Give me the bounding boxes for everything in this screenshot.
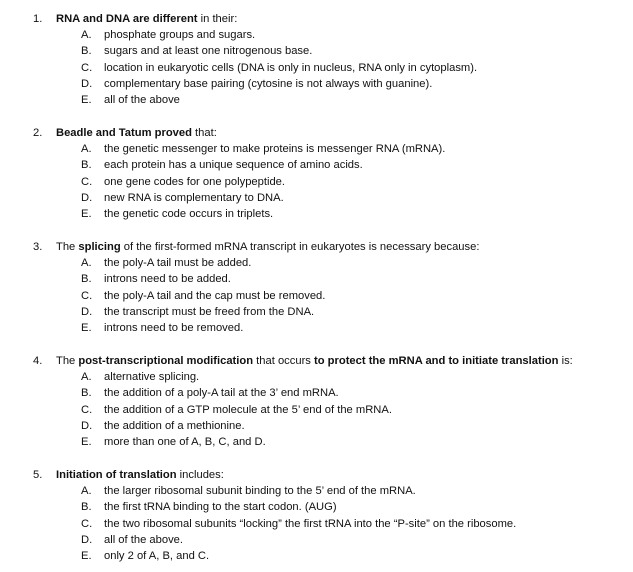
stem-text: includes: (176, 469, 224, 481)
option-text: the genetic messenger to make proteins is messenger RNA (mRNA). (104, 143, 446, 156)
option-b (0, 499, 633, 515)
question-number: 2. (33, 127, 43, 139)
option-text: complementary base pairing (cytosine is not always with guanine). (104, 77, 433, 90)
option-text: all of the above (104, 93, 180, 106)
question-stem (0, 353, 633, 369)
option-c (0, 402, 633, 418)
option-e (0, 434, 633, 450)
option-letter: E. (81, 549, 92, 562)
option-d (0, 532, 633, 548)
option-text: each protein has a unique sequence of amino acids. (104, 159, 363, 172)
option-letter: B. (81, 273, 92, 286)
option-text: the two ribosomal subunits “locking” the first tRNA into the “P-site” on the ribosome. (104, 517, 517, 530)
stem-bold-phrase: RNA and DNA are different (56, 13, 198, 25)
option-text: all of the above. (104, 533, 183, 546)
option-letter: C. (81, 517, 93, 530)
option-text: location in eukaryotic cells (DNA is only in nucleus, RNA only in cytoplasm). (104, 61, 478, 74)
question-stem (0, 125, 633, 141)
option-text: phosphate groups and sugars. (104, 29, 256, 42)
stem-bold-phrase: post-transcriptional modification (78, 355, 254, 367)
stem-text: that: (191, 127, 217, 139)
option-d (0, 76, 633, 92)
option-text: introns need to be added. (104, 273, 231, 286)
option-b (0, 157, 633, 173)
options-list (0, 483, 633, 564)
stem-text: The (56, 355, 79, 367)
option-letter: C. (81, 289, 93, 302)
option-text: introns need to be removed. (104, 321, 244, 334)
option-letter: A. (81, 257, 92, 270)
stem-bold-phrase: Initiation of translation (56, 469, 177, 481)
option-letter: D. (81, 305, 93, 318)
stem-bold-phrase: Beadle and Tatum proved (56, 127, 192, 139)
stem-text: The (56, 241, 79, 253)
question-4 (0, 353, 633, 450)
option-letter: D. (81, 191, 93, 204)
option-text: alternative splicing. (104, 371, 200, 384)
question-text (56, 125, 217, 141)
option-e (0, 206, 633, 222)
option-a (0, 369, 633, 385)
option-text: the addition of a poly-A tail at the 3’ end mRNA. (104, 387, 339, 400)
option-letter: A. (81, 143, 92, 156)
stem-text: of the first-formed mRNA transcript in eukaryotes is necessary because: (120, 241, 480, 253)
option-a (0, 27, 633, 43)
option-letter: A. (81, 29, 92, 42)
option-text: only 2 of A, B, and C. (104, 549, 210, 562)
option-letter: D. (81, 77, 93, 90)
question-text (56, 353, 573, 369)
question-2 (0, 125, 633, 222)
option-c (0, 288, 633, 304)
question-text (56, 467, 224, 483)
option-text: the genetic code occurs in triplets. (104, 207, 274, 220)
option-letter: C. (81, 175, 93, 188)
option-d (0, 304, 633, 320)
option-letter: A. (81, 485, 92, 498)
option-text: the addition of a GTP molecule at the 5’ end of the mRNA. (104, 403, 392, 416)
option-letter: B. (81, 159, 92, 172)
question-1 (0, 11, 633, 108)
options-list (0, 369, 633, 450)
option-text: the poly-A tail must be added. (104, 257, 252, 270)
option-e (0, 92, 633, 108)
option-a (0, 141, 633, 157)
stem-text: that occurs (253, 355, 314, 367)
option-letter: B. (81, 45, 92, 58)
option-text: the poly-A tail and the cap must be removed. (104, 289, 326, 302)
option-d (0, 190, 633, 206)
option-text: the larger ribosomal subunit binding to the 5’ end of the mRNA. (104, 485, 416, 498)
option-letter: E. (81, 93, 92, 106)
option-text: new RNA is complementary to DNA. (104, 191, 284, 204)
stem-bold-phrase: splicing (78, 241, 121, 253)
option-c (0, 60, 633, 76)
question-number: 1. (33, 13, 43, 25)
question-3 (0, 239, 633, 336)
option-letter: E. (81, 435, 92, 448)
option-b (0, 271, 633, 287)
option-b (0, 385, 633, 401)
options-list (0, 141, 633, 222)
option-e (0, 320, 633, 336)
option-letter: E. (81, 321, 92, 334)
option-e (0, 548, 633, 564)
option-letter: A. (81, 371, 92, 384)
question-stem (0, 239, 633, 255)
option-text: the first tRNA binding to the start codon. (AUG) (104, 501, 337, 514)
question-stem (0, 467, 633, 483)
option-a (0, 255, 633, 271)
question-text (56, 239, 479, 255)
question-text (56, 11, 237, 27)
option-text: more than one of A, B, C, and D. (104, 435, 266, 448)
option-text: one gene codes for one polypeptide. (104, 175, 286, 188)
options-list (0, 255, 633, 336)
stem-text: is: (558, 355, 573, 367)
options-list (0, 27, 633, 108)
option-a (0, 483, 633, 499)
option-c (0, 516, 633, 532)
option-text: the transcript must be freed from the DNA. (104, 305, 315, 318)
option-d (0, 418, 633, 434)
option-letter: D. (81, 419, 93, 432)
question-5 (0, 467, 633, 564)
option-text: sugars and at least one nitrogenous base. (104, 45, 313, 58)
question-number: 3. (33, 241, 43, 253)
option-c (0, 174, 633, 190)
stem-text: in their: (197, 13, 238, 25)
option-letter: B. (81, 387, 92, 400)
option-b (0, 43, 633, 59)
question-stem (0, 11, 633, 27)
option-letter: C. (81, 403, 93, 416)
stem-bold-phrase: to protect the mRNA and to initiate translation (314, 355, 559, 367)
question-number: 5. (33, 469, 43, 481)
question-number: 4. (33, 355, 43, 367)
option-letter: D. (81, 533, 93, 546)
option-text: the addition of a methionine. (104, 419, 245, 432)
option-letter: C. (81, 61, 93, 74)
option-letter: E. (81, 207, 92, 220)
option-letter: B. (81, 501, 92, 514)
